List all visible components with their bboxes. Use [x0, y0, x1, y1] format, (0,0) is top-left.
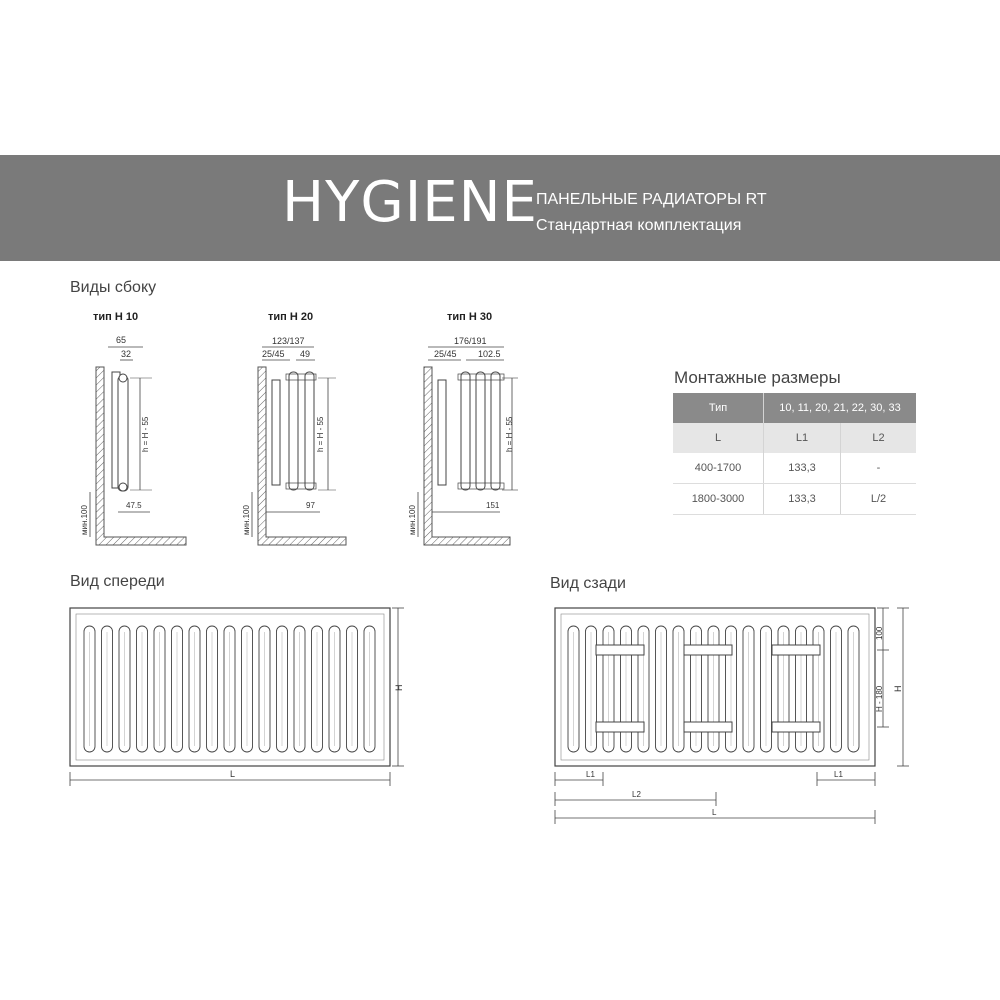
- front-view-title: Вид спереди: [70, 573, 165, 590]
- mounting-row2-L2: L/2: [841, 484, 917, 515]
- table-row: [673, 484, 916, 515]
- type-h20-label: тип H 20: [268, 311, 314, 323]
- back-dim-100: 100: [875, 626, 884, 640]
- bracket-bottom-middle: [684, 722, 732, 732]
- side-views-title: Виды сбоку: [70, 279, 157, 296]
- side-view-h30: [408, 336, 518, 545]
- front-ribs: [84, 626, 375, 752]
- brand-title: HYGIENE: [282, 170, 538, 235]
- h20-dim-height: h = H - 55: [316, 416, 325, 452]
- mounting-row2-L: 1800-3000: [673, 484, 764, 515]
- mounting-row2-L1: 133,3: [764, 484, 841, 515]
- mounting-row1-L1: 133,3: [764, 453, 841, 484]
- h10-dim-top: 65: [116, 335, 127, 345]
- h20-dim-bottom: 97: [306, 501, 315, 510]
- wall-floor-h10: [96, 367, 186, 545]
- side-view-h10: [80, 335, 186, 545]
- mounting-row1-L: 400-1700: [673, 453, 764, 484]
- table-row: [673, 453, 916, 484]
- bracket-top-middle: [684, 645, 732, 655]
- mounting-header-types-value: 10, 11, 20, 21, 22, 30, 33: [764, 393, 917, 423]
- subtitle-product: ПАНЕЛЬНЫЕ РАДИАТОРЫ RT: [536, 191, 767, 208]
- back-dim-L2: L2: [632, 790, 641, 799]
- back-view-drawing: [555, 608, 909, 824]
- h30-dim-top: 176/191: [454, 336, 487, 346]
- back-dim-H180: H - 180: [875, 685, 884, 712]
- front-dim-L: L: [230, 769, 236, 779]
- mounting-col-L: L: [673, 423, 764, 453]
- mounting-col-L2: L2: [841, 423, 917, 453]
- type-h30-label: тип H 30: [447, 311, 493, 323]
- back-dim-L1-right: L1: [834, 770, 843, 779]
- h30-dim-bottom: 151: [486, 501, 500, 510]
- mounting-table: [673, 393, 916, 515]
- h10-dim-floor: мин.100: [80, 505, 89, 535]
- mounting-col-L1: L1: [764, 423, 841, 453]
- h20-dim-right: 49: [300, 349, 311, 359]
- panel-h10: [118, 376, 128, 491]
- type-h10-label: тип H 10: [93, 311, 139, 323]
- mounting-row1-L2: -: [841, 453, 917, 484]
- h20-dim-floor: мин.100: [242, 505, 251, 535]
- h10-dim-mid: 32: [121, 349, 132, 359]
- bracket-bottom-right: [772, 722, 820, 732]
- h20-dim-top: 123/137: [272, 336, 305, 346]
- back-dim-L: L: [712, 808, 717, 817]
- back-view-title: Вид сзади: [550, 575, 626, 592]
- h30-dim-floor: мин.100: [408, 505, 417, 535]
- h20-dim-left: 25/45: [262, 349, 285, 359]
- back-dim-L1-left: L1: [586, 770, 595, 779]
- mounting-title: Монтажные размеры: [674, 368, 841, 387]
- wall-floor-h20: [258, 367, 346, 545]
- h10-dim-height: h = H - 55: [141, 416, 150, 452]
- mounting-header-type: Тип: [673, 393, 764, 423]
- h30-dim-height: h = H - 55: [505, 416, 514, 452]
- h10-dim-bottom: 47.5: [126, 501, 142, 510]
- h30-dim-right: 102.5: [478, 349, 501, 359]
- front-view-drawing: [70, 608, 404, 786]
- side-view-h20: [242, 336, 346, 545]
- front-dim-H: H: [394, 684, 404, 691]
- bracket-bottom-left: [596, 722, 644, 732]
- bracket-top-left: [596, 645, 644, 655]
- bracket-top-right: [772, 645, 820, 655]
- subtitle-config: Стандартная комплектация: [536, 217, 742, 234]
- back-dim-H: H: [893, 685, 903, 692]
- h30-dim-left: 25/45: [434, 349, 457, 359]
